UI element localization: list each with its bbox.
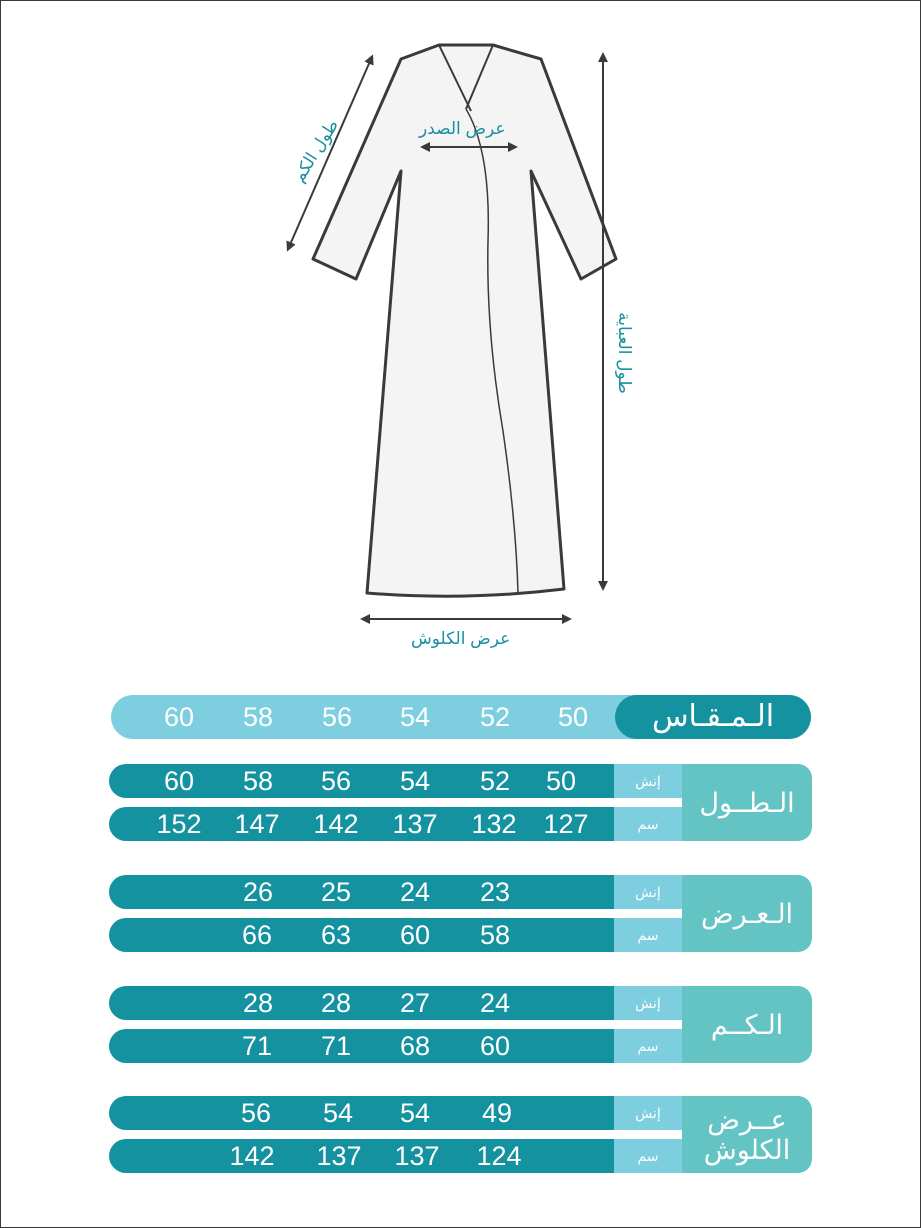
table-cell: 24 <box>479 988 511 1018</box>
chest-width-label: عرض الصدر <box>419 119 506 138</box>
table-cell: 127 <box>543 809 589 839</box>
table-cell: 58 <box>479 920 511 950</box>
table-cell: 27 <box>399 988 431 1018</box>
table-cell: 49 <box>481 1098 513 1128</box>
table-cell: 23 <box>479 877 511 907</box>
table-cell: 54 <box>322 1098 354 1128</box>
table-cell: 132 <box>471 809 517 839</box>
sleeve-inch-row <box>109 986 614 1020</box>
sleeve-length-label: طول الكم <box>288 116 343 186</box>
sleeve-group-title: الـكــم <box>682 986 812 1063</box>
size-value: 52 <box>479 702 511 732</box>
table-cell: 54 <box>399 1098 431 1128</box>
table-cell: 58 <box>242 766 274 796</box>
hem-width-group <box>109 1096 813 1174</box>
cm-unit-label: سم <box>614 918 682 952</box>
table-cell: 60 <box>163 766 195 796</box>
table-cell: 71 <box>320 1031 352 1061</box>
width-inch-row <box>109 875 614 909</box>
sleeve-cm-row <box>109 1029 614 1063</box>
length-inch-row <box>109 764 614 798</box>
table-cell: 68 <box>399 1031 431 1061</box>
hem-cm-row <box>109 1139 614 1173</box>
inch-unit-label: إنش <box>614 875 682 909</box>
hem-inch-row <box>109 1096 614 1130</box>
length-cm-row <box>109 807 614 841</box>
table-cell: 137 <box>394 1141 440 1171</box>
table-cell: 25 <box>320 877 352 907</box>
size-header-title: الـمـقـاس <box>615 695 811 739</box>
cm-unit-label: سم <box>614 1139 682 1173</box>
inch-unit-label: إنش <box>614 764 682 798</box>
table-cell: 28 <box>242 988 274 1018</box>
size-value: 56 <box>321 702 353 732</box>
size-value: 50 <box>557 702 589 732</box>
hem-width-group-title: عــرض الكلوش <box>682 1096 812 1173</box>
size-header-bar <box>111 695 811 739</box>
width-group-title: الـعـرض <box>682 875 812 952</box>
table-cell: 60 <box>479 1031 511 1061</box>
table-cell: 56 <box>320 766 352 796</box>
table-cell: 152 <box>156 809 202 839</box>
table-cell: 71 <box>241 1031 273 1061</box>
table-cell: 137 <box>392 809 438 839</box>
inch-unit-label: إنش <box>614 1096 682 1130</box>
table-cell: 147 <box>234 809 280 839</box>
cm-unit-label: سم <box>614 807 682 841</box>
inch-unit-label: إنش <box>614 986 682 1020</box>
table-cell: 142 <box>229 1141 275 1171</box>
table-cell: 54 <box>399 766 431 796</box>
length-group <box>109 764 813 842</box>
table-cell: 137 <box>316 1141 362 1171</box>
size-value: 54 <box>399 702 431 732</box>
table-cell: 26 <box>242 877 274 907</box>
table-cell: 24 <box>399 877 431 907</box>
abaya-length-label: طول العباية <box>614 312 634 394</box>
abaya-diagram <box>1 1 921 681</box>
cm-unit-label: سم <box>614 1029 682 1063</box>
table-cell: 66 <box>241 920 273 950</box>
table-cell: 28 <box>320 988 352 1018</box>
table-cell: 50 <box>545 766 577 796</box>
length-group-title: الـطــول <box>682 764 812 841</box>
table-cell: 60 <box>399 920 431 950</box>
table-cell: 52 <box>479 766 511 796</box>
hem-width-label: عرض الكلوش <box>411 629 511 648</box>
table-cell: 56 <box>240 1098 272 1128</box>
size-value: 60 <box>163 702 195 732</box>
size-value: 58 <box>242 702 274 732</box>
table-cell: 124 <box>476 1141 522 1171</box>
width-group <box>109 875 813 953</box>
table-cell: 63 <box>320 920 352 950</box>
sleeve-group <box>109 986 813 1064</box>
table-cell: 142 <box>313 809 359 839</box>
width-cm-row <box>109 918 614 952</box>
